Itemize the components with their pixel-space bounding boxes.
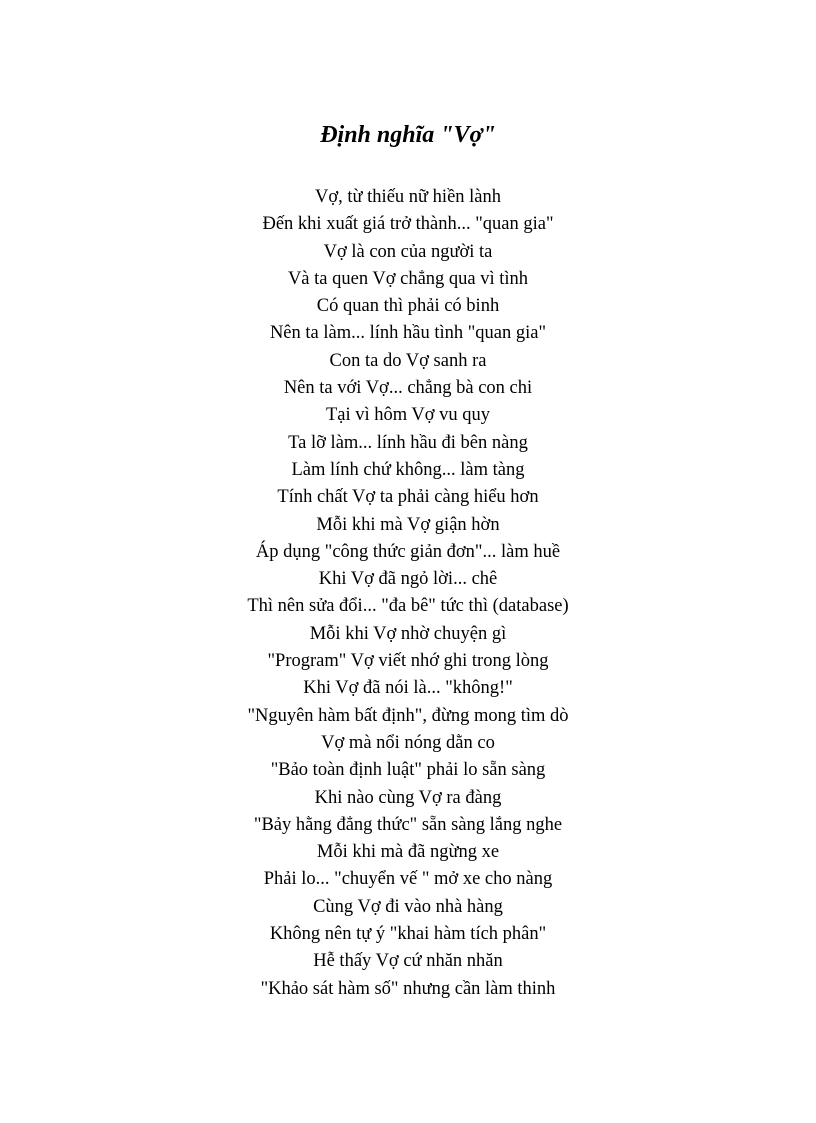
poem-line: Có quan thì phải có binh [316,296,500,317]
poem-line: Đến khi xuất giá trở thành... "quan gia" [262,214,554,235]
poem-line: Hễ thấy Vợ cứ nhăn nhăn [313,951,503,972]
poem-line: Nên ta với Vợ... chẳng bà con chi [283,378,533,399]
poem-line: Ta lỡ làm... lính hầu đi bên nàng [288,432,528,453]
poem-line: Mỗi khi mà đã ngừng xe [316,842,500,863]
poem-line: Và ta quen Vợ chẳng qua vì tình [287,268,529,289]
poem-line: Khi Vợ đã nói là... "không!" [303,678,513,699]
poem-line: Con ta do Vợ sanh ra [329,350,487,371]
poem-line: Mỗi khi Vợ nhờ chuyện gì [309,623,507,644]
poem-line: Làm lính chứ không... làm tàng [291,459,525,480]
poem-line: Cùng Vợ đi vào nhà hàng [313,896,503,917]
poem-line: Tính chất Vợ ta phải càng hiểu hơn [277,487,539,508]
page-title: Định nghĩa "Vợ" [320,122,496,148]
poem-line: Vợ là con của người ta [323,241,493,262]
poem-line: Mỗi khi mà Vợ giận hờn [316,514,500,535]
poem-line: Phải lo... "chuyển vế " mở xe cho nàng [263,869,553,890]
poem-line: Khi Vợ đã ngỏ lời... chê [318,569,498,590]
poem-line: Nên ta làm... lính hầu tình "quan gia" [269,323,547,344]
poem-line: "Bảo toàn định luật" phải lo sẵn sàng [270,760,546,781]
poem-line: "Khảo sát hàm số" nhưng cần làm thinh [260,978,556,999]
poem-line: Không nên tự ý "khai hàm tích phân" [269,924,547,945]
poem-line: Vợ mà nổi nóng dằn co [321,732,495,753]
poem-line: "Nguyên hàm bất định", đừng mong tìm dò [247,705,569,726]
poem-line: Áp dụng "công thức giản đơn"... làm huề [255,541,561,562]
poem-line: Thì nên sửa đổi... "đa bê" tức thì (database) [247,596,569,617]
poem-body [0,184,816,1003]
poem-line: Tại vì hôm Vợ vu quy [325,405,491,426]
poem-line: "Program" Vợ viết nhớ ghi trong lòng [267,651,549,672]
poem-line: "Bảy hằng đẳng thức" sẵn sàng lắng nghe [253,814,563,835]
poem-line: Khi nào cùng Vợ ra đàng [314,787,502,808]
poem-line: Vợ, từ thiếu nữ hiền lành [314,187,502,207]
